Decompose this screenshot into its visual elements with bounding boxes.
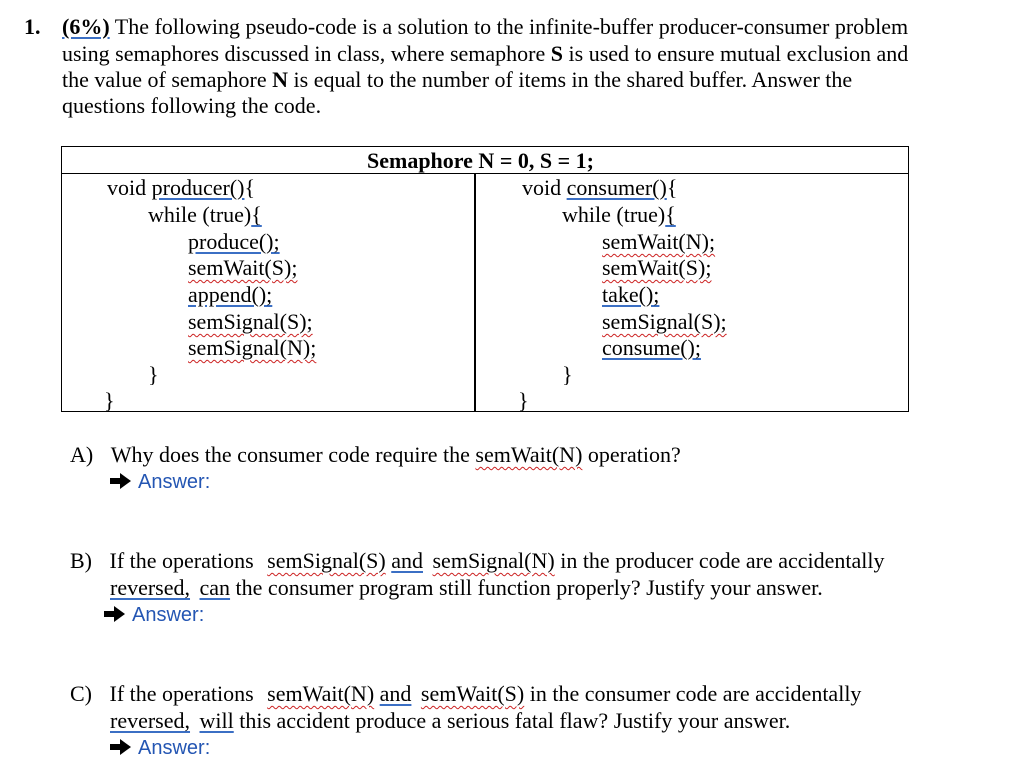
arrow-right-icon [104, 605, 126, 623]
producer-stmt: semSignal(N); [188, 335, 317, 360]
semaphore-n: N [272, 67, 289, 92]
part-b-question-line-1: B) If the operations semSignal(S) and semSignal(N) in the producer code are accidentally [70, 548, 885, 573]
part-b-answer-label: Answer: [132, 604, 205, 626]
question-points: (6%) [62, 14, 110, 39]
part-b-answer[interactable] [104, 602, 204, 628]
producer-outer-close: } [104, 388, 115, 413]
question-line-4 [62, 93, 321, 119]
producer-stmt: produce(); [188, 229, 280, 254]
semaphore-s: S [550, 41, 564, 66]
consumer-stmt: semWait(S); [602, 255, 712, 280]
consumer-inner-close: } [562, 362, 573, 387]
arrow-right-icon [110, 472, 132, 490]
part-b-label: B) [70, 548, 92, 573]
producer-name: producer() [151, 175, 245, 200]
part-c-answer[interactable] [110, 735, 210, 761]
question-line-1 [24, 14, 908, 40]
producer-while: while (true){ [148, 202, 262, 227]
intro-line-2a: using semaphores discussed in class, where semaphore [62, 41, 546, 66]
question-line-2 [62, 41, 908, 67]
consumer-signature: void consumer(){ [522, 175, 678, 200]
intro-line-2b: is used to ensure mutual exclusion and [568, 41, 909, 66]
intro-line-1: The following pseudo-code is a solution to the infinite-buffer producer-consumer problem [114, 14, 909, 39]
part-c-answer-label: Answer: [138, 737, 211, 759]
part-b-question-line-2: reversed, can the consumer program still function properly? Justify your answer. [110, 575, 823, 600]
consumer-outer-close: } [518, 388, 529, 413]
producer-stmt: semSignal(S); [188, 309, 313, 334]
arrow-right-icon [110, 738, 132, 756]
code-header: Semaphore N = 0, S = 1; [367, 148, 594, 173]
code-table-column-divider [474, 173, 476, 412]
consumer-stmt: take(); [602, 282, 660, 307]
intro-line-3b: is equal to the number of items in the shared buffer. Answer the [293, 67, 853, 92]
consumer-stmt: semSignal(S); [602, 309, 727, 334]
consumer-while: while (true){ [562, 202, 676, 227]
intro-line-4: questions following the code. [62, 93, 322, 118]
consumer-name: consumer() [566, 175, 667, 200]
part-a-label: A) [70, 442, 94, 467]
question-number: 1. [24, 14, 41, 39]
producer-signature: void producer(){ [107, 175, 256, 200]
consumer-stmt: consume(); [602, 335, 701, 360]
part-c-label: C) [70, 681, 92, 706]
intro-line-3a: the value of semaphore [62, 67, 267, 92]
consumer-stmt: semWait(N); [602, 229, 716, 254]
part-c-question-line-2: reversed, will this accident produce a serious fatal flaw? Justify your answer. [110, 708, 791, 733]
part-a-answer[interactable] [110, 469, 210, 495]
part-a-answer-label: Answer: [138, 471, 211, 493]
question-line-3 [62, 67, 852, 93]
part-c-question-line-1: C) If the operations semWait(N) and semWait(S) in the consumer code are accidentally [70, 681, 862, 706]
producer-inner-close: } [148, 362, 159, 387]
producer-stmt: semWait(S); [188, 255, 298, 280]
part-a-question: A) Why does the consumer code require the semWait(N) operation? [70, 442, 681, 467]
producer-stmt: append(); [188, 282, 273, 307]
